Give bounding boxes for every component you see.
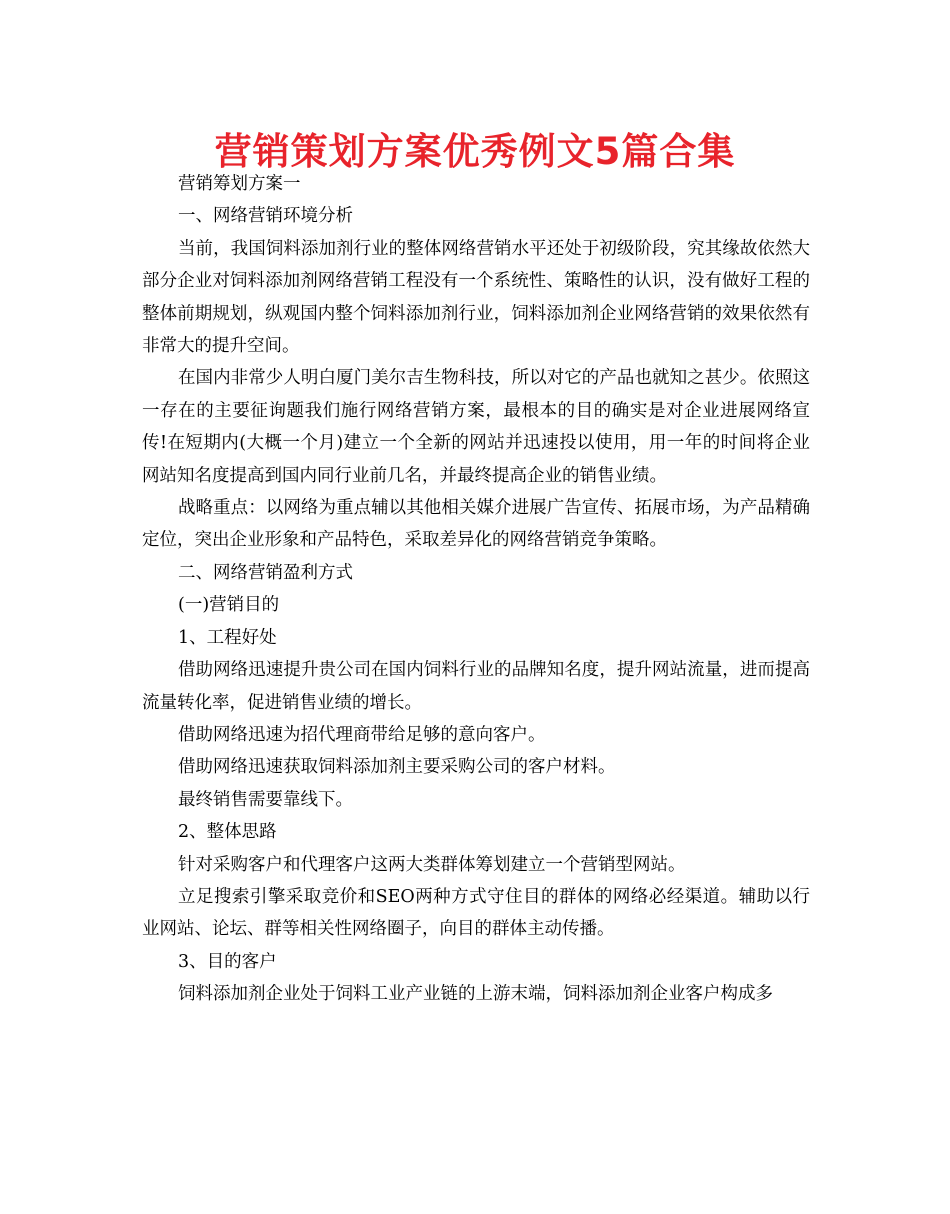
paragraph: 当前，我国饲料添加剂行业的整体网络营销水平还处于初级阶段，究其缘故依然大部分企业对饲料添加剂网络营销工程没有一个系统性、策略性的认识，没有做好工程的整体前期规划，纵观国内整个饲料添加剂行业，饲料添加剂企业网络营销的效果依然有非常大的提升空间。	[142, 238, 810, 357]
paragraph: 立足搜索引擎采取竞价和SEO两种方式守住目的群体的网络必经渠道。辅助以行业网站、论坛、群等相关性网络圈子，向目的群体主动传播。	[142, 886, 810, 940]
paragraph: 战略重点：以网络为重点辅以其他相关媒介进展广告宣传、拓展市场，为产品精确定位，突出企业形象和产品特色，采取差异化的网络营销竞争策略。	[142, 498, 810, 551]
paragraph: 在国内非常少人明白厦门美尔吉生物科技，所以对它的产品也就知之甚少。依照这一存在的主要征询题我们施行网络营销方案，最根本的目的确实是对企业进展网络宣传!在短期内(大概一个月)建立一个全新的网站并迅速投以使用，用一年的时间将企业网站知名度提高到国内同行业前几名，并最终提高企业的销售业绩。	[142, 368, 810, 486]
document-body	[142, 168, 810, 1011]
paragraph-section-heading: 一、网络营销环境分析	[178, 206, 353, 227]
paragraph-subheading: 1、工程好处	[178, 627, 277, 648]
paragraph: 借助网络迅速为招代理商带给足够的意向客户。	[178, 724, 546, 745]
paragraph-plan-heading: 营销筹划方案一	[178, 174, 301, 194]
paragraph: 借助网络迅速获取饲料添加剂主要采购公司的客户材料。	[178, 757, 616, 778]
paragraph: 借助网络迅速提升贵公司在国内饲料行业的品牌知名度，提升网站流量，进而提高流量转化率，促进销售业绩的增长。	[142, 660, 810, 713]
paragraph: 针对采购客户和代理客户这两大类群体筹划建立一个营销型网站。	[178, 854, 686, 875]
paragraph-subheading: 3、目的客户	[178, 951, 277, 972]
document-title: 营销策划方案优秀例文5篇合集	[214, 130, 736, 173]
paragraph: 最终销售需要靠线下。	[178, 789, 353, 810]
paragraph-section-heading: 二、网络营销盈利方式	[178, 562, 353, 583]
paragraph: 饲料添加剂企业处于饲料工业产业链的上游末端，饲料添加剂企业客户构成多	[178, 984, 773, 1005]
paragraph-subheading: 2、整体思路	[178, 822, 277, 843]
paragraph-subheading: (一)营销目的	[178, 595, 280, 616]
